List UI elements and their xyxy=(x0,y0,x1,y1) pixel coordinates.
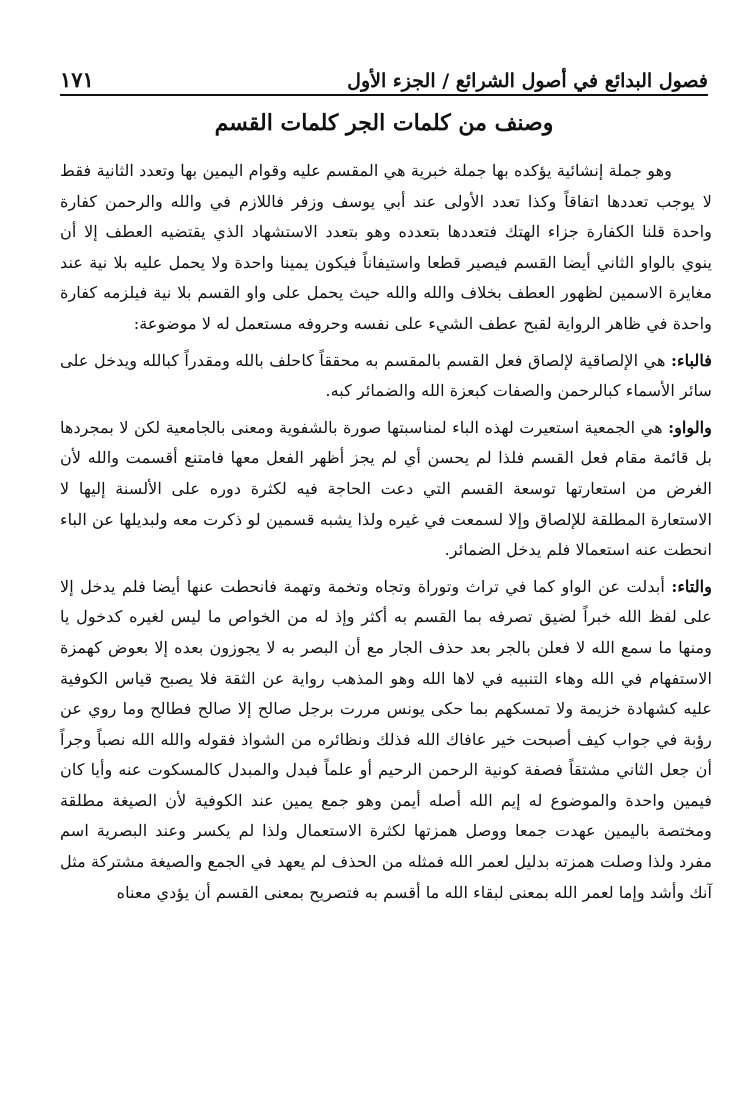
paragraph-intro xyxy=(60,156,712,340)
page-header xyxy=(60,58,708,92)
header-divider xyxy=(60,94,708,96)
page-number: ١٧١ xyxy=(60,67,94,92)
body-text xyxy=(60,156,712,908)
paragraph-text: أبدلت عن الواو كما في تراث وتوراة وتجاه وتخمة وتهمة فانحطت عنها أيضا فلم يدخل إلا على لفظ الله خبراً لضيق تصرفه بما القسم به أكثر وإذ له من الخواص ما ليس لغيره كدخول يا ومنها ما سمع الله لا فعلن بالجر بعد حذف الجار مع أن البصر به لا يجوزون بعده إلا بعوض كهمزة الاستفهام في الله وهاء التنبيه في لاها الله وهو المذهب رواية عن الثقة فلا يصبح قياس الكوفية عليه كشهادة خزيمة ولا تمسكهم بما حكى يونس مررت برجل صالح إلا صالح فطالح وما روي عن رؤبة في جواب كيف أصبحت خير عافاك الله فذلك ونظائره من الشواذ فقوله والله الله نصباً وجراً أن جعل الثاني مشتقاً فصفة كونية الرحمن الرحيم أو علماً فبدل والمبدل كالمسكوت عنه وأيا كان فيمين واحدة والموضوع له إيم الله أصله أيمن وهو جمع يمين عند الكوفية لأن الصيغة مطلقة ومختصة باليمين عهدت جمعا ووصل همزتها لكثرة الاستعمال ولذا لم يكسر وعند البصرية اسم مفرد ولذا وصلت همزته بدليل لعمر الله فمثله من الحذف لم يعهد في الجمع والصيغة مشتركة مثل آنك وأشد وإما لعمر الله بمعنى لبقاء الله ما أقسم به فتصريح بمعنى القسم أن يؤدي معناه xyxy=(60,576,712,902)
paragraph-text: هي الإلصاقية لإلصاق فعل القسم بالمقسم به محققاً كاحلف بالله ومقدراً كبالله ويدخل على سائر الأسماء كبالرحمن والصفات كبعزة الله والضمائر كبه. xyxy=(60,350,712,401)
paragraph-text: هي الجمعية استعيرت لهذه الباء لمناسبتها صورة بالشفوية ومعنى بالجامعية لكن لا بمجردها بل قائمة مقام فعل القسم فلذا لم يحسن أي لم يجز أظهر الفعل معها فامتنع أقسمت والله لأن الغرض من استعارتها توسعة القسم التي دعت الحاجة فيه لكثرة دوره على الألسنة إليها لا الاستعارة المطلقة للإلصاق وإلا لسمعت في غيره ولذا يشبه قسمين لو ذكرت معه ولبديلها عن الباء انحطت عنه استعمالا فلم يدخل الضمائر. xyxy=(60,417,712,560)
paragraph-taa xyxy=(60,572,712,909)
running-title: فصول البدائع في أصول الشرائع / الجزء الأول xyxy=(347,70,708,92)
paragraph-lead: والتاء: xyxy=(671,576,712,596)
paragraph-lead: والواو: xyxy=(668,417,712,437)
paragraph-baa xyxy=(60,346,712,407)
paragraph-text: وهو جملة إنشائية يؤكده بها جملة خبرية هي المقسم عليه وقوام اليمين بها وتعدد الثانية فقط لا يوجب تعددها اتفاقاً وكذا تعدد الأولى عند أبي يوسف وزفر فاللازم في والله والرحمن كفارة واحدة قلنا الكفارة جزاء الهتك فتعددها بتعدده وهو بتعدد الاستشهاد الذي يقتضيه العطف إلا أن ينوي بالواو الثاني أيضا القسم فيصير قطعا واستيفاناً فيكون يمينا واحدة ولا يحمل عليه بلا نية عند مغايرة الاسمين لظهور العطف بخلاف والله والله حيث يحمل على واو القسم بلا نية فيلزمه كفارة واحدة في ظاهر الرواية لقبح عطف الشيء على نفسه وحروفه مستعمل له لا موضوعة: xyxy=(60,161,712,333)
section-title: وصنف من كلمات الجر كلمات القسم xyxy=(214,110,554,136)
paragraph-lead: فالباء: xyxy=(670,350,712,370)
paragraph-waw xyxy=(60,413,712,566)
